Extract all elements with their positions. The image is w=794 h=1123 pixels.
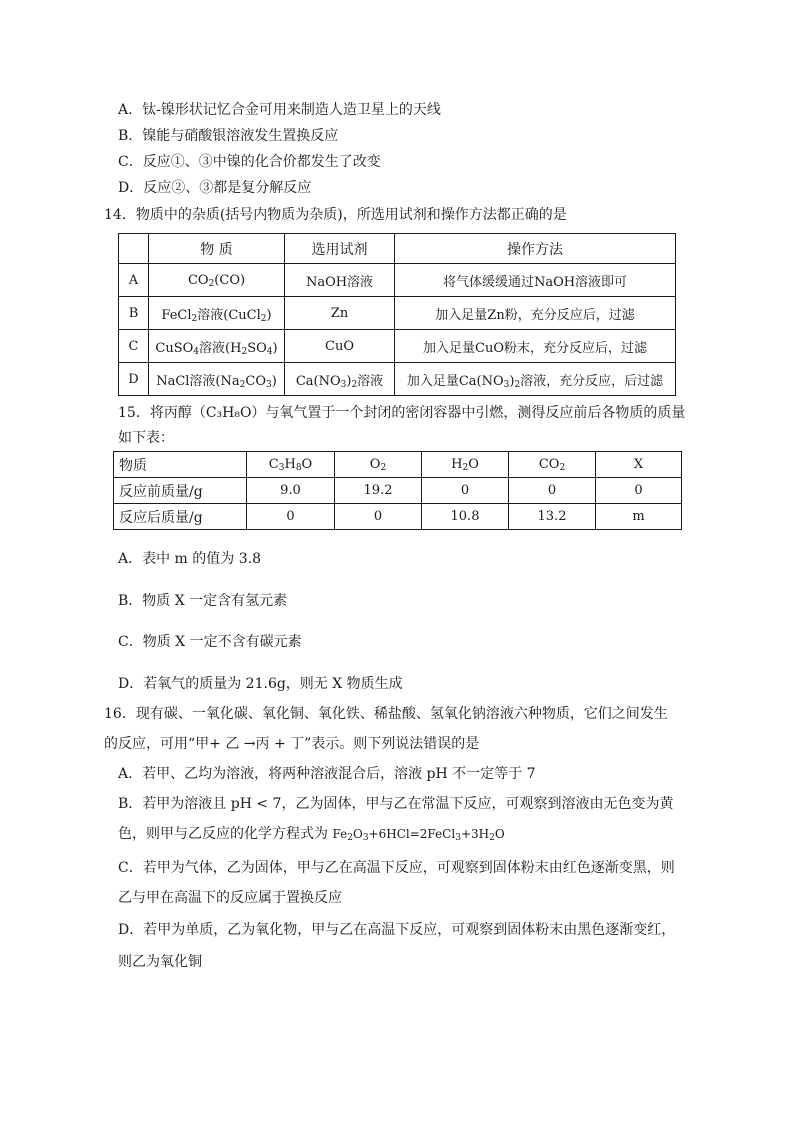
q15-option-d: D．若氧气的质量为 21.6g，则无 X 物质生成: [118, 676, 403, 692]
q14-stem: 14．物质中的杂质(括号内物质为杂质)，所选用试剂和操作方法都正确的是: [104, 207, 567, 223]
q16-option-a: A．若甲、乙均为溶液，将两种溶液混合后，溶液 pH 不一定等于 7: [118, 766, 536, 782]
q15-header-substance: 物质: [114, 452, 247, 478]
q14-row-c: [119, 330, 676, 363]
q15-stem-line2: 如下表：: [118, 430, 174, 446]
q13-option-b: B．镍能与硝酸银溶液发生置换反应: [118, 128, 339, 144]
q14-method-b: 加入足量Zn粉，充分反应后，过滤: [395, 297, 676, 330]
q16-option-b-line1: B．若甲为溶液且 pH < 7，乙为固体，甲与乙在常温下反应，可观察到溶液由无色变为黄: [118, 796, 674, 812]
q14-substance-b: FeCl$_2$溶液(CuCl$_2$): [149, 297, 285, 330]
q16-option-b-prefix: 色，则甲与乙反应的化学方程式为: [118, 826, 333, 842]
q13-option-d: D．反应②、③都是复分解反应: [118, 180, 312, 196]
q15-row-after: [114, 504, 682, 530]
q14-header-row: [119, 234, 676, 264]
q15-cell: 13.2: [509, 504, 596, 530]
q14-method-a: 将气体缓缓通过NaOH溶液即可: [395, 264, 676, 297]
q14-header-substance: 物 质: [149, 234, 285, 264]
q14-reagent-b: Zn: [285, 297, 395, 330]
q15-table: [113, 451, 682, 530]
q15-cell: m: [596, 504, 682, 530]
q13-option-a: A．钛-镍形状记忆合金可用来制造人造卫星上的天线: [118, 102, 441, 118]
q16-equation: $Fe_2O_3+6HCl=2FeCl_3+3H_2O$: [332, 827, 505, 843]
q14-row-label: D: [119, 363, 149, 396]
q16-option-c-line2: 乙与甲在高温下的反应属于置换反应: [118, 890, 342, 906]
q16-option-b-line2: [118, 824, 505, 844]
q15-row-label: 反应前质量/g: [114, 478, 247, 504]
q14-row-d: [119, 363, 676, 396]
q15-row-before: [114, 478, 682, 504]
q15-cell: 0: [247, 504, 335, 530]
q14-substance-c: CuSO$_4$溶液$(H_2SO_4)$: [149, 330, 285, 363]
q15-row-label: 反应后质量/g: [114, 504, 247, 530]
q16-stem-line1: 16．现有碳、一氧化碳、氧化铜、氧化铁、稀盐酸、氢氧化钠溶液六种物质，它们之间发生: [104, 706, 668, 722]
q14-reagent-a: NaOH溶液: [285, 264, 395, 297]
q14-header-reagent: 选用试剂: [285, 234, 395, 264]
q15-cell: 10.8: [422, 504, 509, 530]
q15-header-propanol: $C_3H_8O$: [247, 452, 335, 478]
q14-method-d: 加入足量$Ca(NO_3)_2$溶液，充分反应，后过滤: [395, 363, 676, 396]
q14-row-label: A: [119, 264, 149, 297]
q15-header-water: $H_2O$: [422, 452, 509, 478]
q15-cell: 0: [335, 504, 422, 530]
q16-option-c-line1: C．若甲为气体，乙为固体，甲与乙在高温下反应，可观察到固体粉末由红色逐渐变黑，则: [118, 860, 675, 876]
q15-option-b: B．物质 X 一定含有氢元素: [118, 593, 288, 609]
q15-cell: 0: [509, 478, 596, 504]
q14-reagent-d: $Ca(NO_3)_2$溶液: [285, 363, 395, 396]
q15-cell: 9.0: [247, 478, 335, 504]
q15-cell: 19.2: [335, 478, 422, 504]
q14-row-label: B: [119, 297, 149, 330]
q14-substance-d: NaCl溶液$(Na_2CO_3)$: [149, 363, 285, 396]
q15-cell: 0: [596, 478, 682, 504]
q15-header-co2: $CO_2$: [509, 452, 596, 478]
q14-row-label: C: [119, 330, 149, 363]
q15-cell: 0: [422, 478, 509, 504]
q16-option-d-line2: 则乙为氧化铜: [118, 954, 202, 970]
q13-option-c: C．反应①、③中镍的化合价都发生了改变: [118, 154, 381, 170]
q14-header-method: 操作方法: [395, 234, 676, 264]
q15-stem-line1: 15．将丙醇（C₃H₈O）与氧气置于一个封闭的密闭容器中引燃，测得反应前后各物质的质量: [118, 405, 686, 421]
q14-substance-a: $CO_2(CO)$: [149, 264, 285, 297]
q14-row-b: [119, 297, 676, 330]
q15-header-oxygen: $O_2$: [335, 452, 422, 478]
q14-method-c: 加入足量CuO粉末，充分反应后，过滤: [395, 330, 676, 363]
q14-row-a: [119, 264, 676, 297]
q14-table: [118, 233, 676, 396]
q14-reagent-c: CuO: [285, 330, 395, 363]
q15-header-x: X: [596, 452, 682, 478]
q14-header-blank: [119, 234, 149, 264]
q15-option-c: C．物质 X 一定不含有碳元素: [118, 634, 302, 650]
q16-stem-line2: 的反应，可用“甲+ 乙 →丙 + 丁”表示。则下列说法错误的是: [104, 736, 480, 752]
q15-option-a: A．表中 m 的值为 3.8: [118, 551, 262, 567]
q16-option-d-line1: D．若甲为单质，乙为氧化物，甲与乙在高温下反应，可观察到固体粉末由黑色逐渐变红，: [118, 922, 676, 938]
q15-header-row: [114, 452, 682, 478]
